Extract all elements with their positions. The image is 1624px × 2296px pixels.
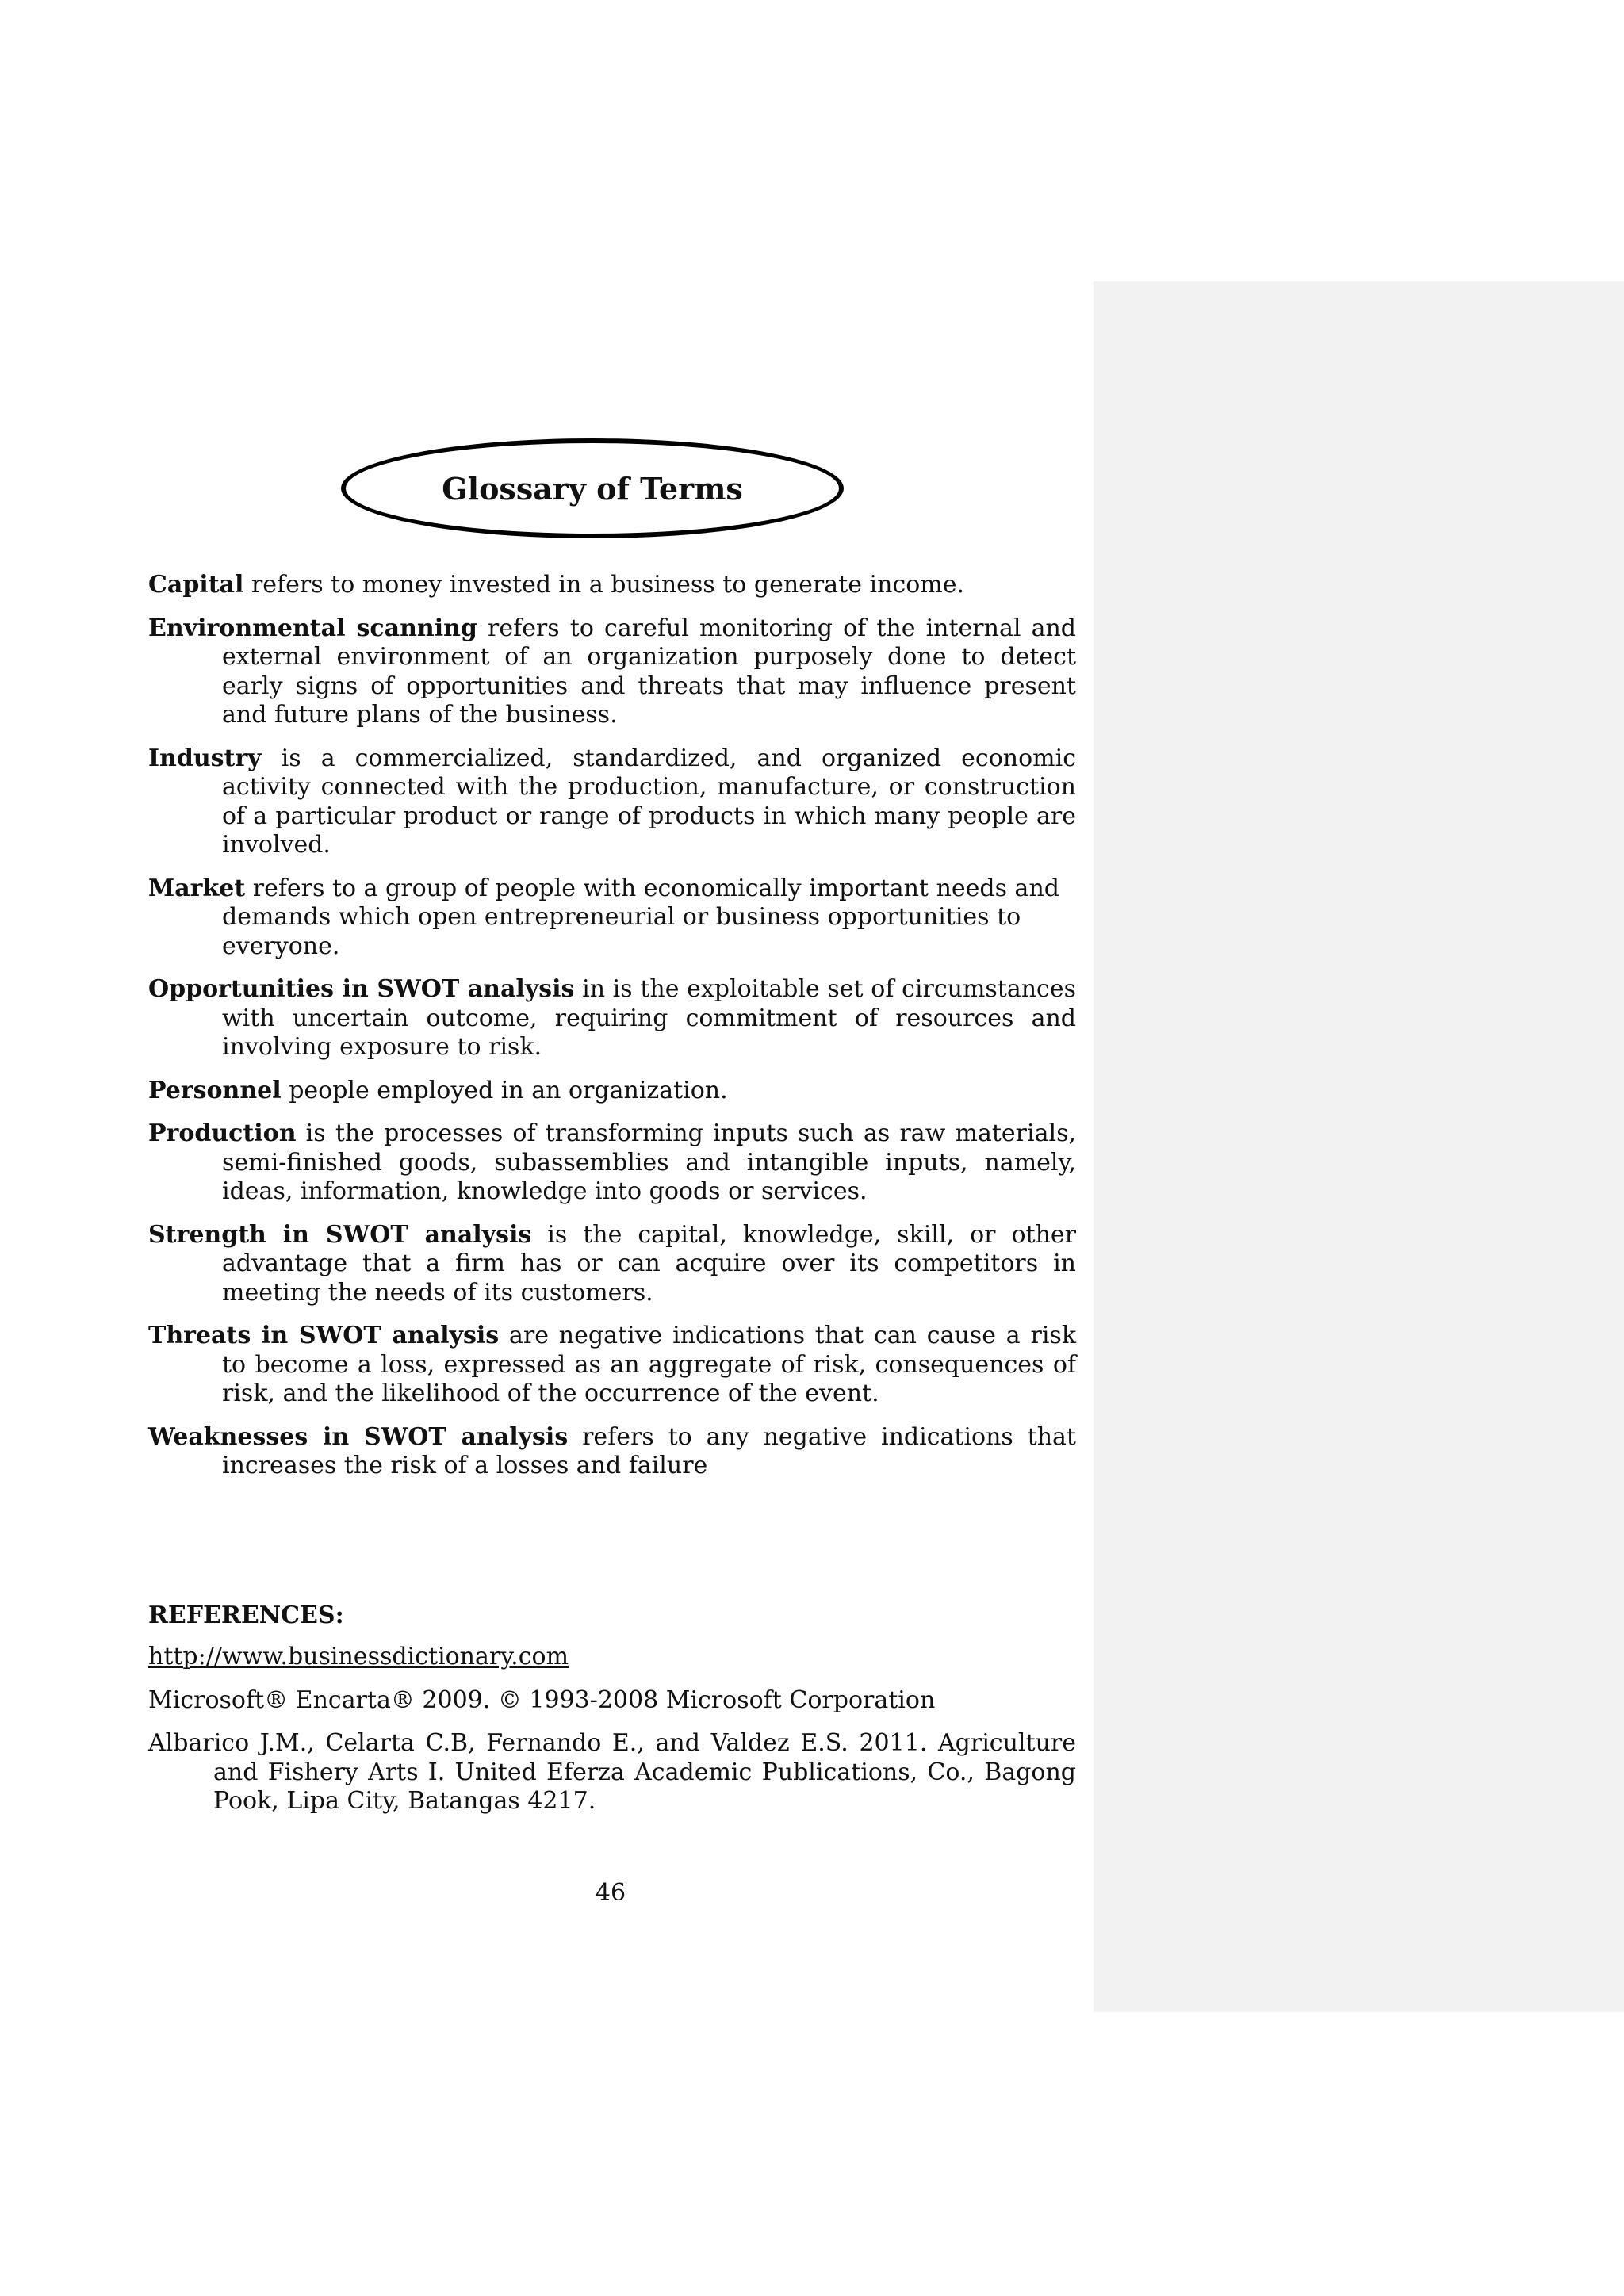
reference-item: Microsoft® Encarta® 2009. © 1993-2008 Microsoft Corporation (148, 1686, 936, 1714)
glossary-term: Environmental scanning (148, 614, 477, 642)
glossary-term: Personnel (148, 1076, 282, 1104)
glossary-definition: people employed in an organization. (281, 1076, 728, 1104)
glossary-entry-capital (148, 571, 1076, 600)
glossary-definition: refers to money invested in a business to generate income. (243, 571, 965, 599)
reference-item (148, 1643, 1076, 1672)
glossary-definition: refers to any negative indications that increases the risk of a losses and failure (222, 1422, 1076, 1479)
glossary-entry-weaknesses (148, 1423, 1076, 1481)
glossary-term: Market (148, 874, 246, 902)
references-list (148, 1643, 1076, 1831)
glossary-definition: in is the exploitable set of circumstances with uncertain outcome, requiring commitment of resources and involving exposure to risk. (222, 975, 1077, 1061)
glossary-term: Threats in SWOT analysis (148, 1322, 500, 1349)
glossary-definition: is the capital, knowledge, skill, or other advantage that a firm has or can acquire over its competitors in meeting the needs of its customers. (222, 1220, 1076, 1307)
glossary-definition: are negative indications that can cause a risk to become a loss, expressed as an aggregate of risk, consequences of risk, and the likelihood of the occurrence of the event. (222, 1322, 1077, 1407)
glossary-definition: refers to a group of people with economically important needs and demands which open entrepreneurial or business opportunities to everyone. (222, 874, 1059, 960)
glossary-entry-industry (148, 744, 1076, 860)
references-heading: REFERENCES: (148, 1601, 344, 1629)
page-title: Glossary of Terms (442, 470, 743, 507)
glossary-entry-personnel (148, 1077, 1076, 1106)
reference-item: Albarico J.M., Celarta C.B, Fernando E., and Valdez E.S. 2011. Agriculture and Fishery Arts I. United Eferza Academic Publications, Co., Bagong Pook, Lipa City, Batangas 4217. (148, 1729, 1076, 1815)
glossary-term: Production (148, 1119, 297, 1147)
reference-link[interactable]: http://www.businessdictionary.com (148, 1643, 569, 1670)
glossary-term: Strength in SWOT analysis (148, 1220, 532, 1249)
glossary-term: Industry (148, 744, 262, 772)
glossary-term: Capital (148, 571, 244, 599)
glossary-entry-market (148, 874, 1076, 962)
glossary-definition: refers to careful monitoring of the internal and external environment of an organization purposely done to detect early signs of opportunities and threats that may influence present and future plans of the business. (222, 614, 1076, 729)
glossary-entry-opportunities (148, 975, 1076, 1062)
glossary-term: Opportunities in SWOT analysis (148, 975, 575, 1003)
glossary-definition: is a commercialized, standardized, and organized economic activity connected with the production, manufacture, or construction of a particular product or range of products in which many people are involved. (222, 744, 1076, 859)
glossary-entry-strength (148, 1221, 1076, 1308)
side-panel (1094, 281, 1624, 2012)
glossary-entry-environmental-scanning (148, 614, 1076, 730)
glossary-term: Weaknesses in SWOT analysis (148, 1422, 569, 1451)
glossary-definition: is the processes of transforming inputs such as raw materials, semi-finished goods, subassemblies and intangible inputs, namely, ideas, information, knowledge into goods or services. (222, 1119, 1076, 1205)
page-number: 46 (595, 1879, 626, 1907)
glossary-entry-production (148, 1119, 1076, 1207)
title-oval (341, 438, 844, 538)
glossary-list (148, 571, 1076, 1495)
glossary-entry-threats (148, 1322, 1076, 1409)
